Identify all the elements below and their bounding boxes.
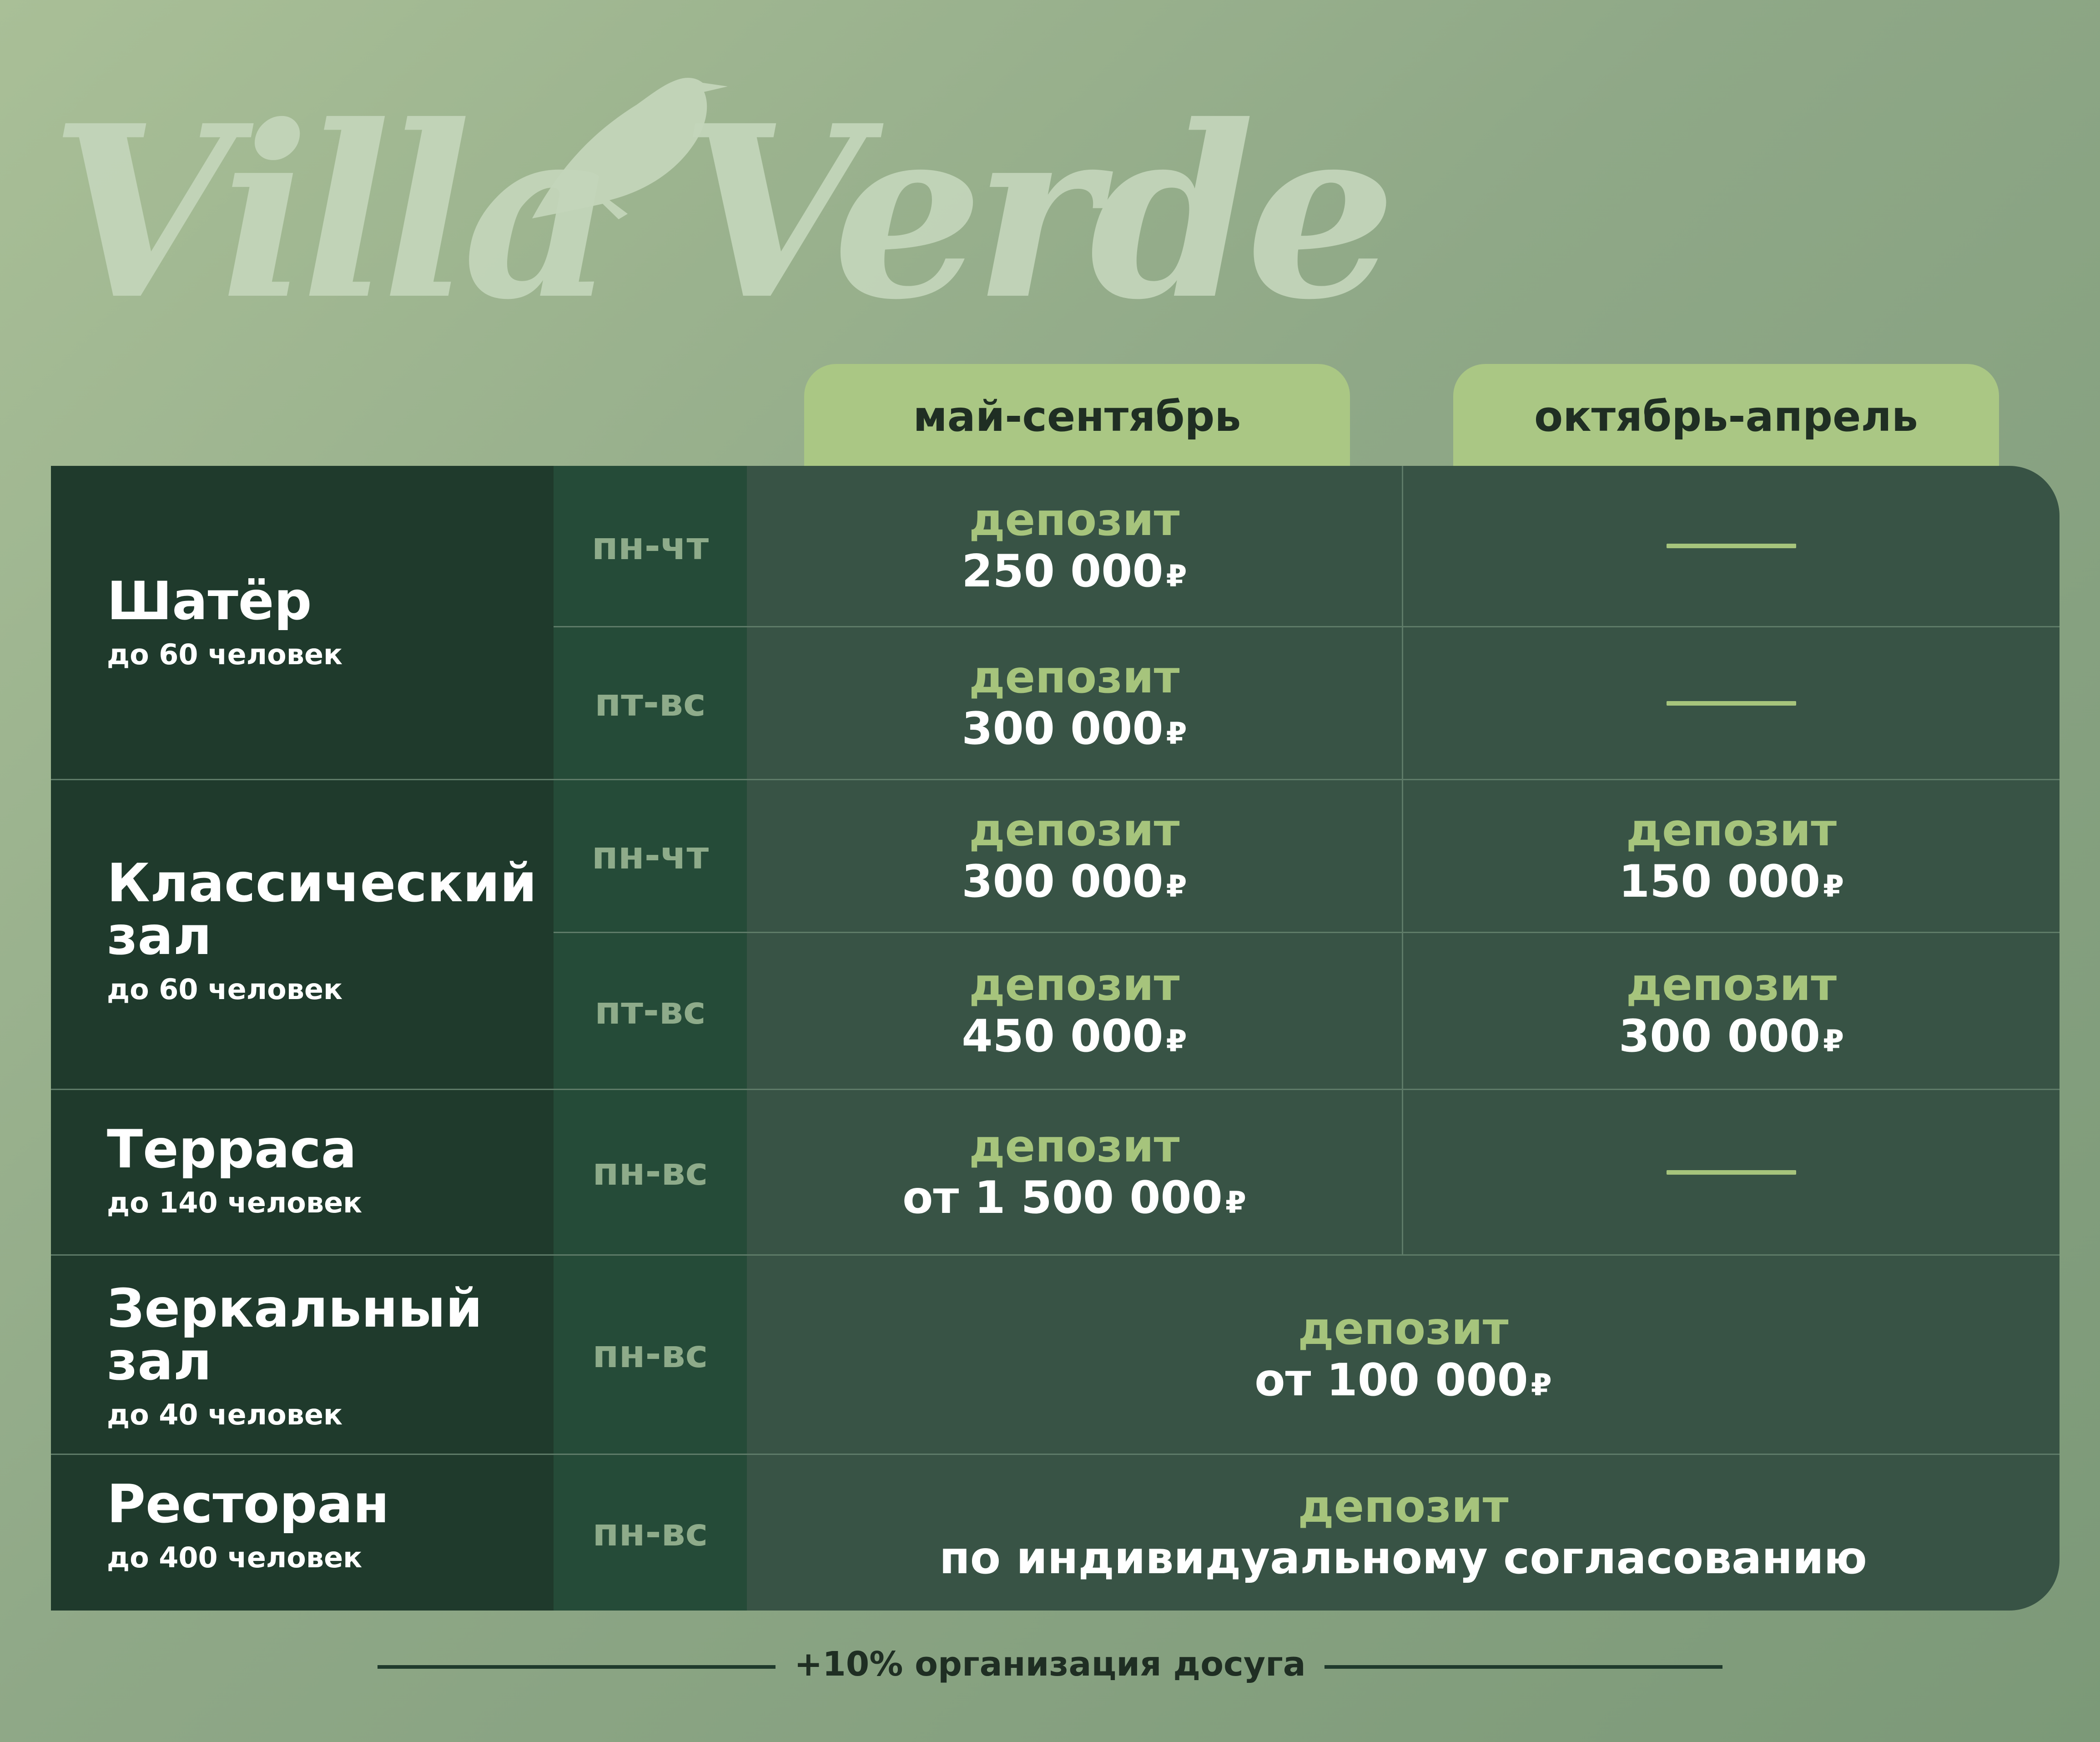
currency-sign: ₽ [1823,1024,1844,1059]
deposit-label: депозит [969,804,1180,856]
price-cell [747,1090,1402,1254]
deposit-amount: 300 000₽ [962,702,1187,755]
venue-capacity: до 40 человек [107,1398,343,1431]
not-available-dash [1667,1170,1796,1175]
price-cell [747,780,1402,932]
deposit-label: депозит [969,494,1180,546]
deposit-label: депозит [1298,1481,1509,1533]
venue-capacity: до 140 человек [107,1186,363,1219]
days-label: пн-вс [592,1332,708,1376]
price-cell [1403,933,2060,1089]
price-cell-empty [1403,627,2060,779]
price-cell-all-seasons [747,1455,2060,1611]
deposit-label: депозит [969,651,1180,703]
deposit-amount: 450 000₽ [962,1010,1187,1062]
venue-name: Терраса [107,1119,357,1180]
footer-divider-right [1324,1665,1722,1669]
season-tab-october-april: октябрь-апрель [1453,364,1999,469]
footer-note: +10% организация досуга [794,1645,1306,1684]
pricing-table [51,466,2060,1611]
deposit-label: депозит [1298,1303,1509,1355]
deposit-label: депозит [1626,959,1837,1011]
deposit-amount: 250 000₽ [962,545,1187,597]
venue-capacity: до 400 человек [107,1541,363,1574]
deposit-amount: 300 000₽ [1618,1010,1844,1062]
venue-mirror-hall [107,1278,553,1431]
venue-shater [107,571,343,671]
days-label: пн-чт [591,833,709,878]
deposit-amount: 150 000₽ [1618,855,1844,908]
venue-capacity: до 60 человек [107,638,343,671]
deposit-amount: по индивидуальному согласованию [939,1532,1867,1584]
deposit-label: депозит [969,959,1180,1011]
price-cell [1403,780,2060,932]
price-cell-empty [1403,466,2060,626]
days-label: пт-вс [594,680,706,725]
venue-name: Зеркальный зал [107,1278,483,1392]
villa-verde-logo [41,41,1387,352]
footer-divider-left [378,1665,776,1669]
days-label: пн-чт [591,524,709,568]
venue-terrace [107,1119,363,1219]
venue-name: Ресторан [107,1474,389,1535]
price-cell-all-seasons [747,1256,2060,1454]
currency-sign: ₽ [1166,559,1187,594]
deposit-label: депозит [969,1120,1180,1172]
days-label: пн-вс [592,1149,708,1194]
currency-sign: ₽ [1823,868,1844,904]
currency-sign: ₽ [1225,1185,1246,1220]
price-cell [747,627,1402,779]
logo-text: Villa Verde [50,74,1387,352]
not-available-dash [1667,544,1796,548]
deposit-amount: от 1 500 000₽ [902,1171,1246,1224]
season-tab-may-september: май-сентябрь [804,364,1350,469]
venue-classic-hall [107,853,553,1006]
currency-sign: ₽ [1166,1024,1187,1059]
price-cell [747,466,1402,626]
venue-capacity: до 60 человек [107,973,343,1006]
not-available-dash [1667,701,1796,706]
price-cell [747,933,1402,1089]
days-label: пн-вс [592,1510,708,1555]
currency-sign: ₽ [1531,1367,1552,1403]
venue-name: Шатёр [107,571,312,632]
price-cell-empty [1403,1090,2060,1254]
venue-restaurant [107,1474,389,1574]
venue-name: Классический зал [107,853,537,967]
days-label: пт-вс [594,988,706,1033]
deposit-amount: 300 000₽ [962,855,1187,908]
deposit-label: депозит [1626,804,1837,856]
deposit-amount: от 100 000₽ [1254,1354,1552,1406]
currency-sign: ₽ [1166,716,1187,751]
currency-sign: ₽ [1166,868,1187,904]
